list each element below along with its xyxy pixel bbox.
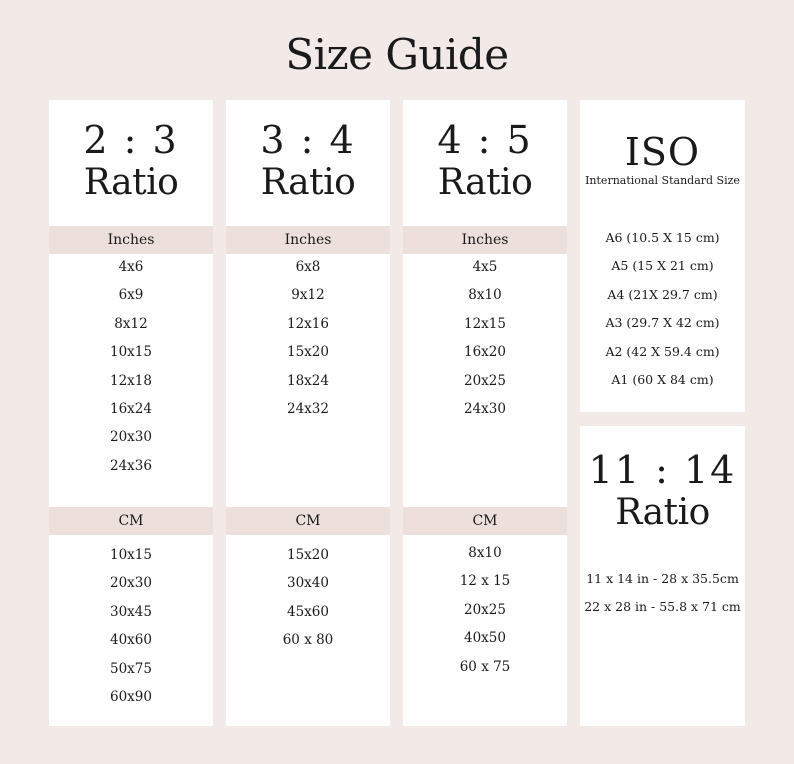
list-item: 11 x 14 in - 28 x 35.5cm bbox=[586, 571, 739, 586]
list-item: 16x20 bbox=[464, 344, 506, 361]
iso-title: ISO bbox=[624, 130, 701, 174]
list-item: 50x75 bbox=[110, 660, 152, 677]
list-item: 20x30 bbox=[110, 429, 152, 446]
list-item: 10x15 bbox=[110, 547, 152, 563]
list-item: A3 (29.7 X 42 cm) bbox=[605, 315, 720, 331]
list-item: 12x18 bbox=[110, 372, 152, 389]
list-item: 16x24 bbox=[110, 400, 152, 417]
ratio-11-14-card bbox=[580, 426, 745, 726]
list-item: 60 x 75 bbox=[459, 658, 511, 675]
iso-size-list bbox=[580, 224, 745, 394]
cm-list bbox=[226, 541, 390, 655]
list-item: A2 (42 X 59.4 cm) bbox=[605, 343, 720, 359]
iso-card bbox=[580, 100, 745, 412]
ratio-11-14-size-list bbox=[580, 565, 745, 621]
cm-list bbox=[403, 539, 567, 681]
ratio-3-4-card bbox=[226, 100, 390, 726]
ratio-label: Ratio bbox=[615, 492, 710, 533]
list-item: 8x10 bbox=[468, 287, 502, 304]
iso-subtitle: International Standard Size bbox=[585, 174, 740, 187]
cm-list bbox=[49, 541, 213, 711]
list-item: 60x90 bbox=[110, 688, 152, 705]
ratio-label: Ratio bbox=[437, 162, 533, 203]
cm-header: CM bbox=[49, 507, 213, 535]
list-item: 15x20 bbox=[287, 547, 329, 563]
list-item: 40x50 bbox=[464, 630, 506, 647]
inches-header: Inches bbox=[226, 226, 390, 254]
ratio-2-3-card bbox=[49, 100, 213, 726]
list-item: 12x16 bbox=[287, 315, 329, 332]
list-item: 18x24 bbox=[287, 372, 329, 389]
ratio-heading bbox=[226, 118, 390, 204]
ratio-value: 11 : 14 bbox=[588, 448, 737, 492]
ratio-value: 2 : 3 bbox=[83, 118, 179, 162]
list-item: 6x9 bbox=[118, 287, 144, 304]
list-item: 15x20 bbox=[287, 344, 329, 361]
inches-list bbox=[403, 253, 567, 423]
ratio-4-5-card bbox=[403, 100, 567, 726]
list-item: 24x36 bbox=[110, 457, 152, 474]
list-item: A1 (60 X 84 cm) bbox=[611, 371, 714, 387]
list-item: 30x40 bbox=[287, 575, 329, 592]
inches-header: Inches bbox=[49, 226, 213, 254]
inches-header: Inches bbox=[403, 226, 567, 254]
list-item: 6x8 bbox=[295, 259, 321, 275]
list-item: 30x45 bbox=[110, 603, 152, 620]
list-item: 20x30 bbox=[110, 575, 152, 592]
page-title: Size Guide bbox=[285, 30, 509, 79]
cm-header: CM bbox=[403, 507, 567, 535]
list-item: 10x15 bbox=[110, 344, 152, 361]
ratio-heading bbox=[49, 118, 213, 204]
ratio-label: Ratio bbox=[260, 162, 356, 203]
list-item: 9x12 bbox=[291, 287, 325, 304]
list-item: 12x15 bbox=[464, 315, 506, 332]
ratio-value: 3 : 4 bbox=[260, 118, 356, 162]
list-item: 4x5 bbox=[472, 259, 498, 275]
list-item: 24x32 bbox=[287, 400, 329, 417]
list-item: A5 (15 X 21 cm) bbox=[611, 258, 714, 274]
list-item: 40x60 bbox=[110, 632, 152, 649]
list-item: 24x30 bbox=[464, 400, 506, 417]
list-item: 20x25 bbox=[464, 601, 506, 618]
list-item: 60 x 80 bbox=[282, 632, 334, 649]
list-item: 4x6 bbox=[118, 259, 144, 275]
list-item: 8x10 bbox=[468, 545, 502, 561]
list-item: 20x25 bbox=[464, 372, 506, 389]
list-item: A4 (21X 29.7 cm) bbox=[607, 286, 718, 302]
list-item: A6 (10.5 X 15 cm) bbox=[605, 230, 720, 245]
list-item: 8x12 bbox=[114, 315, 148, 332]
list-item: 22 x 28 in - 55.8 x 71 cm bbox=[584, 599, 741, 614]
ratio-heading bbox=[403, 118, 567, 204]
ratio-label: Ratio bbox=[83, 162, 179, 203]
iso-heading bbox=[580, 130, 745, 188]
ratio-heading bbox=[580, 448, 745, 534]
list-item: 45x60 bbox=[287, 603, 329, 620]
inches-list bbox=[226, 253, 390, 423]
ratio-value: 4 : 5 bbox=[437, 118, 533, 162]
cm-header: CM bbox=[226, 507, 390, 535]
list-item: 12 x 15 bbox=[459, 573, 511, 590]
inches-list bbox=[49, 253, 213, 480]
